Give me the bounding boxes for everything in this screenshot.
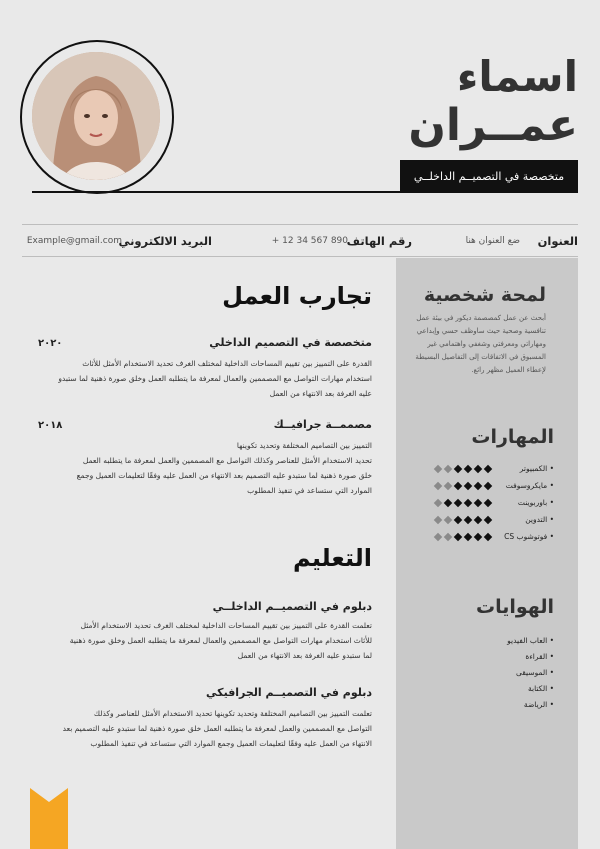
hobby-item: • العاب الفيديو: [507, 636, 554, 645]
experience-heading: تجارب العمل: [222, 282, 372, 310]
job-1-title: متخصصة في التصميم الداخلي: [209, 336, 372, 349]
rating-diamond: [474, 465, 482, 473]
rating-diamond: [464, 465, 472, 473]
job-2-year: ٢٠١٨: [38, 420, 63, 431]
skill-item: • الكمبيوتر: [519, 464, 554, 473]
rating-diamond: [434, 533, 442, 541]
rating-diamond: [464, 482, 472, 490]
rating-diamond: [444, 482, 452, 490]
contact-divider-bottom: [22, 256, 578, 257]
skill-item: • التدوين: [525, 515, 554, 524]
rating-diamond: [444, 499, 452, 507]
rating-diamond: [444, 533, 452, 541]
rating-diamond: [454, 533, 462, 541]
rating-diamond: [444, 465, 452, 473]
skill-item: • باوربوينت: [517, 498, 554, 507]
skill-item: • مايكروسوفت: [505, 481, 554, 490]
rating-diamond: [464, 533, 472, 541]
accent-ribbon: [30, 788, 68, 849]
header-divider: [32, 191, 578, 193]
skill-rating: [434, 500, 492, 506]
rating-diamond: [454, 499, 462, 507]
job-2-line: تحديد الاستخدام الأمثل للعناصر وكذلك التواصل مع المصممين والعمل لمعرفة ما يتطلبه العمل: [82, 456, 372, 465]
hobby-item: • الموسيقى: [516, 668, 554, 677]
education-heading: التعليم: [293, 544, 372, 572]
skill-rating: [434, 517, 492, 523]
phone-label: رقم الهاتف: [346, 234, 412, 248]
email-label: البريد الالكتروني: [118, 234, 212, 248]
skill-rating: [434, 483, 492, 489]
phone-value: + 12 34 567 890: [271, 236, 348, 246]
rating-diamond: [474, 533, 482, 541]
address-value: ضع العنوان هنا: [465, 236, 520, 246]
education-1-line: لما ستبدو عليه الغرفة بعد الانتهاء من العمل: [237, 651, 372, 660]
profile-text: أبحث عن عمل كمصصمة ديكور في بيئة عمل تنافسية وصحية حيث ساوظف حسي وإبداعي ومهاراتي ومعرفتي وشغفي واهتمامي غير المسبوق في الاتفاقات إلى التفاصيل البسيطة لإعطاء العميل مظهر رائع.: [415, 314, 546, 374]
education-2-line: تعلمت التمييز بين التصاميم المختلفة وتحديد تكوينها تحديد الاستخدام الأمثل للعناصر وكذلك: [93, 709, 372, 718]
rating-diamond: [434, 516, 442, 524]
hobby-item: • القراءة: [525, 652, 554, 661]
job-2-line: خلق صورة ذهنية لما ستبدو عليه التصميم بعد الانتهاء من العمل عليه وفقًا لتعليمات العميل وجمع: [76, 471, 372, 480]
address-label: العنوان: [537, 234, 578, 248]
rating-diamond: [474, 499, 482, 507]
rating-diamond: [484, 499, 492, 507]
rating-diamond: [484, 482, 492, 490]
rating-diamond: [454, 516, 462, 524]
job-2-description: [26, 438, 372, 498]
job-2-line: الموارد التي ستساعد في تنفيذ المطلوب: [247, 486, 372, 495]
job-1-line: استخدام مهارات التواصل مع المصممين والعمال لمعرفة ما يتطلبه العمل وخلق صورة ذهنية لما ستبدو: [58, 374, 372, 383]
last-name: عمــران: [408, 100, 578, 151]
rating-diamond: [434, 482, 442, 490]
profile-photo: [32, 52, 160, 180]
rating-diamond: [484, 533, 492, 541]
rating-diamond: [434, 465, 442, 473]
hobbies-heading: الهوايات: [476, 596, 554, 618]
skill-rating: [434, 534, 492, 540]
job-1-line: القدرة على التمييز بين تقييم المساحات الداخلية لمختلف الغرف تحديد الاستخدام الأمثل للأثاث: [82, 359, 372, 368]
rating-diamond: [454, 465, 462, 473]
hobby-item: • الكتابة: [528, 684, 554, 693]
rating-diamond: [464, 499, 472, 507]
job-1-line: عليه الغرفة بعد الانتهاء من العمل: [269, 389, 372, 398]
education-2-line: الانتهاء من العمل عليه وفقًا لتعليمات العميل وجمع الموارد التي ستساعد في تنفيذ المطلوب: [90, 739, 372, 748]
profile-heading: لمحة شخصية: [423, 284, 546, 306]
education-1-line: للأثاث استخدام مهارات التواصل مع المصممين والعمال لمعرفة ما يتطلبه العمل وخلق صورة ذهنية: [69, 636, 372, 645]
job-1-year: ٢٠٢٠: [38, 338, 63, 349]
rating-diamond: [474, 516, 482, 524]
rating-diamond: [454, 482, 462, 490]
rating-diamond: [484, 465, 492, 473]
rating-diamond: [434, 499, 442, 507]
education-1-title: دبلوم في التصميــم الداخلــي: [212, 600, 372, 613]
contact-divider-top: [22, 224, 578, 225]
education-1-description: [26, 618, 372, 663]
hobby-item: • الرياضة: [523, 700, 554, 709]
skill-item: • فوتوشوب CS: [504, 532, 554, 541]
contact-row: [22, 226, 578, 256]
job-title-badge: متخصصة في التصميــم الداخلــي: [400, 160, 578, 192]
rating-diamond: [484, 516, 492, 524]
skill-rating: [434, 466, 492, 472]
education-2-line: التواصل مع المصممين والعمل لمعرفة ما يتطلبه العمل خلق صورة ذهنية لما ستبدو عليه التصميم بعد: [62, 724, 372, 733]
rating-diamond: [474, 482, 482, 490]
education-2-description: [26, 706, 372, 751]
job-2-title: مصممــة جرافيــك: [273, 418, 372, 431]
skills-heading: المهارات: [471, 426, 554, 448]
education-2-title: دبلوم في التصميــم الجرافيكي: [206, 686, 372, 699]
job-1-description: [26, 356, 372, 401]
email-value: Example@gmail.com: [26, 236, 122, 246]
education-1-line: تعلمت القدرة على التمييز بين تقييم المساحات الداخلية لمختلف الغرف تحديد الاستخدام الأمثل: [80, 621, 372, 630]
rating-diamond: [464, 516, 472, 524]
job-2-line: التمييز بين التصاميم المختلفة وتحديد تكوينها: [236, 441, 372, 450]
first-name: اسماء: [456, 52, 578, 101]
rating-diamond: [444, 516, 452, 524]
